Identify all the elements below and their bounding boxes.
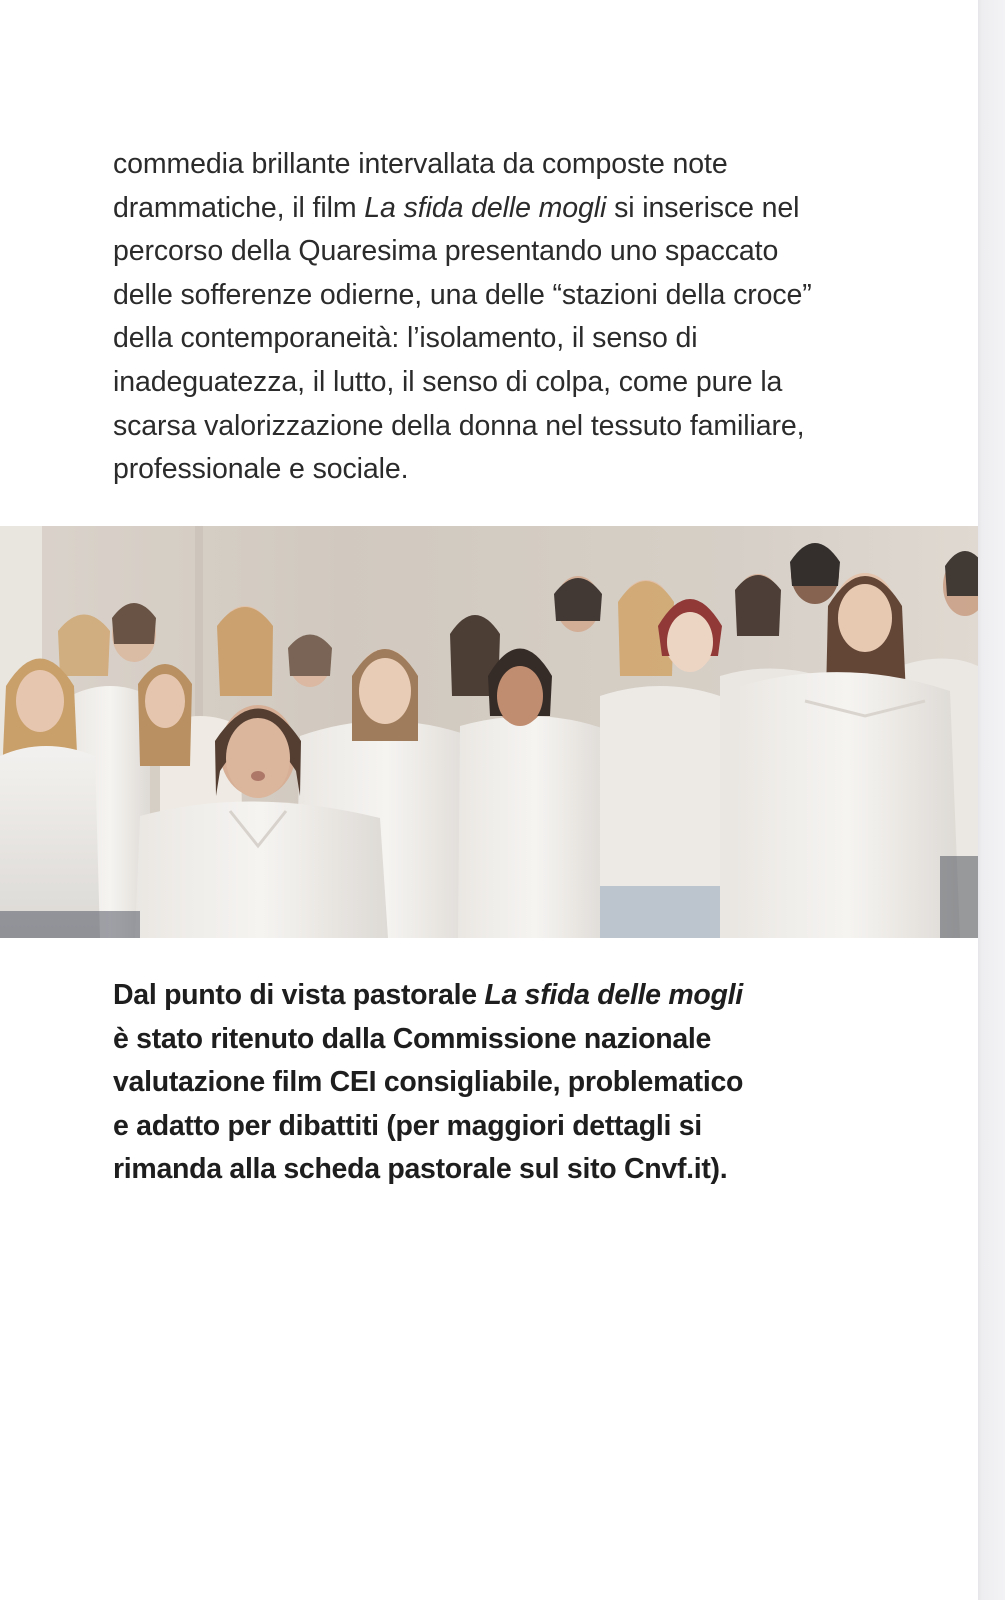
paragraph-line xyxy=(113,187,873,231)
paragraph-line: inadeguatezza, il lutto, il senso di colpa, come pure la xyxy=(113,365,783,398)
note-line: valutazione film CEI consigliabile, problematico xyxy=(113,1066,744,1098)
paragraph-line: scarsa valorizzazione della donna nel tessuto familiare, xyxy=(113,409,805,442)
paragraph-line: della contemporaneità: l’isolamento, il senso di xyxy=(113,322,698,355)
page-edge-scrollbar[interactable] xyxy=(978,0,1005,1600)
line-text: Dal punto di vista pastorale xyxy=(113,979,485,1011)
film-title: La sfida delle mogli xyxy=(364,191,607,224)
note-line xyxy=(113,974,873,1018)
pastoral-note xyxy=(113,974,873,1192)
note-line: rimanda alla scheda pastorale sul sito Cnvf.it). xyxy=(113,1153,728,1185)
note-line: e adatto per dibattiti (per maggiori dettagli si xyxy=(113,1109,702,1142)
note-line: è stato ritenuto dalla Commissione nazionale xyxy=(113,1022,712,1055)
film-title: La sfida delle mogli xyxy=(484,979,743,1011)
intro-paragraph xyxy=(113,143,873,492)
paragraph-line: commedia brillante intervallata da composte note xyxy=(113,148,728,180)
paragraph-line: percorso della Quaresima presentando uno spaccato xyxy=(113,235,779,268)
line-text: drammatiche, il film xyxy=(113,191,365,224)
paragraph-line: professionale e sociale. xyxy=(113,453,409,486)
line-text: si inserisce nel xyxy=(606,191,800,224)
paragraph-line: delle sofferenze odierne, una delle “stazioni della croce” xyxy=(113,278,812,311)
film-still-photo xyxy=(0,526,978,938)
